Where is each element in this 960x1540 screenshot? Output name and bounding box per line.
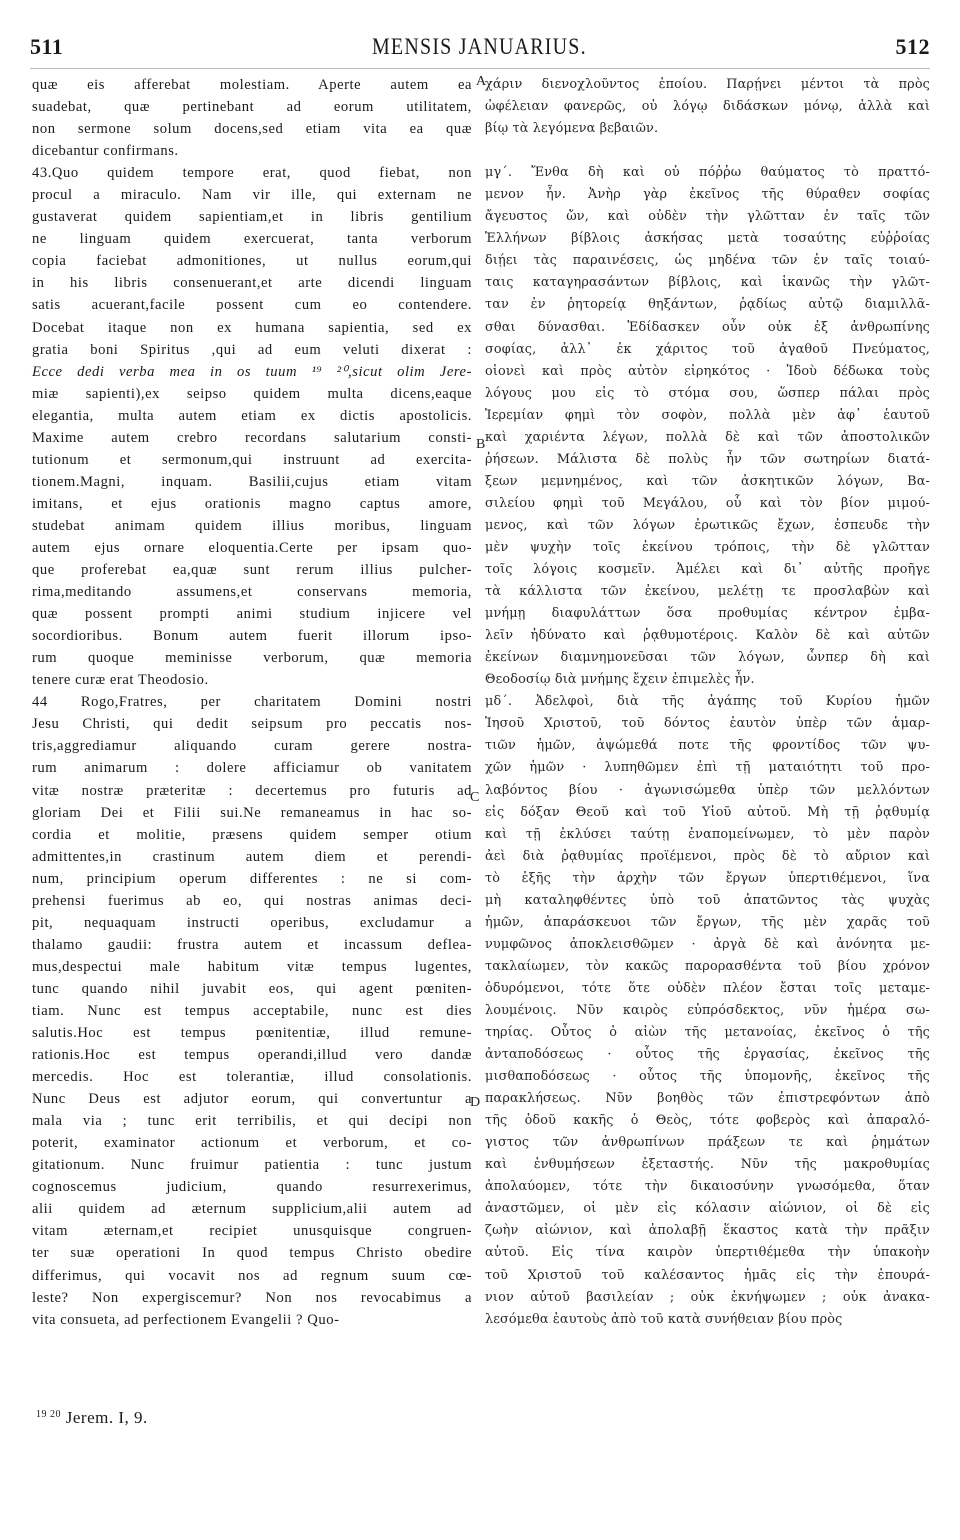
- text-line: τοῦ Χριστοῦ τοῦ καλέσαντος ἡμᾶς εἰς τὴν ἐπουρά-: [485, 1267, 930, 1283]
- text-line: miæ sapienti),ex seipso quidem multa dicens,eaque: [32, 385, 472, 402]
- text-line: Ecce dedi verba mea in os tuum ¹⁹ ²⁰,sicut olim Jere-: [32, 363, 472, 380]
- text-line: νυμφῶνος ἀποκλεισθῶμεν · ἀργὰ δὲ καὶ ἀνόνητα με-: [485, 936, 930, 952]
- text-line: autem ejus ornare eloquentia.Certe per ipsam quo-: [32, 539, 472, 556]
- text-line: mus,despectui male habitum vitæ tempus lugentes,: [32, 958, 472, 975]
- text-line: ζωὴν αἰώνιον, καὶ ἀπολαβῇ ἕκαστος κατὰ τὴν πρᾶξιν: [485, 1223, 930, 1239]
- text-line: rima,meditando assumens,et conservans memoria,: [32, 584, 472, 601]
- text-line: alii quidem ad æternum supplicium,alii autem ad: [32, 1201, 472, 1218]
- text-line: ne linguam quidem exercuerat, tanta verborum: [32, 231, 472, 248]
- text-line: procul a miraculo. Nam vir ille, qui externam ne: [32, 187, 472, 204]
- margin-marker-c: C: [470, 790, 480, 805]
- text-line: satis acuerant,facile possent cum eo contendere.: [32, 297, 472, 314]
- text-line: βίῳ τὰ λεγόμενα βεβαιῶν.: [485, 121, 659, 137]
- text-line: mala via ; tunc erit terribilis, et qui decipi non: [32, 1113, 472, 1130]
- text-line: παρακλήσεως. Νῦν βοηθὸς τῶν ἐπιστρεφόντων ἀπὸ: [485, 1091, 930, 1107]
- text-line: λεῖν ἠδύνατο καὶ ῥᾳθυμοτέροις. Καλὸν δὲ καὶ αὐτῶν: [485, 628, 930, 644]
- text-line: vitæ nostræ præteritæ : decertemus pro futuris ad: [32, 782, 472, 799]
- text-line: Nunc Deus est adjutor eorum, qui convertuntur a: [32, 1091, 472, 1108]
- margin-marker-a: A: [476, 74, 487, 89]
- text-line: διῄει τὰς παραινέσεις, ὡς μηδένα τῶν ἐν ταῖς τοιαύ-: [485, 253, 930, 269]
- text-line: tunc quando nihil juvabit eos, qui agent pœniten-: [32, 980, 472, 997]
- text-line: imitans, et ejus orationis magno captus amore,: [32, 495, 472, 512]
- text-line: ter suæ operationi In quod tempus Christo obedire: [32, 1245, 472, 1262]
- margin-marker-b: B: [476, 437, 486, 452]
- text-line: τακλαίωμεν, τὸν κακῶς παρορασθέντα τοῦ βίου χρόνον: [485, 958, 930, 974]
- text-line: καὶ τῇ ἐκλύσει ταύτῃ ἐναπομείνωμεν, τὸ μὲν παρὸν: [485, 826, 930, 842]
- text-line: leste? Non expergiscemur? Non nos revocabimus a: [32, 1289, 472, 1306]
- text-line: [485, 140, 930, 162]
- text-line: μενος, καὶ τῶν λόγων ἐρωτικῶς ἔχων, ἐσπευδε τὴν: [485, 517, 930, 533]
- text-line: suadebat, quæ pertinebant ad eorum utilitatem,: [32, 99, 472, 116]
- text-line: καὶ χαριέντα λέγων, πολλὰ δὲ καὶ τῶν ἀποστολικῶν: [485, 429, 930, 445]
- text-line: salutis.Hoc est tempus pœnitentiæ, illud remune-: [32, 1025, 472, 1042]
- text-line: αὐτοῦ. Εἰς τίνα καιρὸν ὑπερτιθέμεθα τὴν ὑπακοὴν: [485, 1245, 930, 1261]
- text-line: ὠφέλειαν φανερῶς, οὐ λόγῳ διδάσκων μόνῳ, ἀλλὰ καὶ: [485, 99, 930, 115]
- text-line: tionem.Magni, inquam. Basilii,cujus etiam vitam: [32, 473, 472, 490]
- header-rule: [30, 68, 930, 69]
- text-line: τὸ ἑξῆς τὴν ἀρχὴν τῶν ἔργων ὑπερτιθέμενοι, ἵνα: [485, 870, 930, 886]
- text-line: ἀναστῶμεν, οἱ μὲν εἰς κόλασιν αἰώνιον, οἱ δὲ εἰς: [485, 1201, 930, 1217]
- text-line: socordioribus. Bonum autem fuerit illorum ipso-: [32, 628, 472, 645]
- text-line: tenere curæ erat Theodosio.: [32, 672, 209, 689]
- running-title: MENSIS JANUARIUS.: [371, 33, 587, 60]
- text-line: vitam æternam,et recipiet unusquisque congruen-: [32, 1223, 472, 1240]
- text-line: ταις καταγηρασάντων βίβλοις, καὶ ἱκανῶς τὴν γλῶτ-: [485, 275, 930, 291]
- text-line: ἐκείνων διαμνημονεῦσαι τῶν λόγων, ὧνπερ δὴ καὶ: [485, 650, 930, 666]
- text-line: οἱονεὶ καὶ πρὸς αὐτὸν εἰρηκότος · Ἰδοὺ δέδωκα τοὺς: [485, 363, 930, 379]
- text-line: gustaverat quidem sapientiam,et in libris gentilium: [32, 209, 472, 226]
- text-line: ἀνταποδόσεως · οὗτος τῆς ἐργασίας, ἐκεῖνος τῆς: [485, 1047, 930, 1063]
- text-line: γιστος τῶν ἀνθρωπίνων πράξεων τε καὶ ῥημάτων: [485, 1135, 930, 1151]
- text-line: νιον αὐτοῦ βασιλείαν ; οὐκ ἐκνήψωμεν ; οὐκ ἀνακα-: [485, 1289, 930, 1305]
- text-line: Maxime autem crebro recordans salutarium consti-: [32, 429, 472, 446]
- text-line: gratia boni Spiritus ,qui ad eum veluti dixerat :: [32, 341, 472, 358]
- text-line: Docebat itaque non ex humana sapientia, sed ex: [32, 319, 472, 336]
- text-line: quæ possent prompti animi studium injicere vel: [32, 606, 472, 623]
- text-line: gloriam Dei et Filii sui.Ne remaneamus in hac so-: [32, 804, 472, 821]
- text-line: σοφίας, ἀλλ᾽ ἐκ χάριτος τοῦ ἀγαθοῦ Πνεύματος,: [485, 341, 930, 357]
- text-line: 44 Rogo,Fratres, per charitatem Domini nostri: [32, 694, 472, 711]
- text-line: pit, nequaquam instructi operibus, excludamur a: [32, 914, 472, 931]
- text-line: λεσόμεθα ἑαυτοὺς ἀπὸ τοῦ κατὰ συνήθειαν βίου πρὸς: [485, 1311, 843, 1327]
- text-line: in his libris consenuerant,et arte dicendi linguam: [32, 275, 472, 292]
- text-line: σθαι δύνασθαι. Ἐδίδασκεν οὖν οὐκ ἐξ ἀνθρωπίνης: [485, 319, 930, 335]
- text-line: tutionum et sermonum,qui instruunt ad exercita-: [32, 451, 472, 468]
- text-line: Ἑλλήνων βίβλοις ἀσκήσας μετὰ τοσαύτης εὐῤῥοίας: [485, 231, 930, 247]
- text-line: μενον ἦν. Ἀνὴρ γὰρ ἐκεῖνος τῆς θύραθεν σοφίας: [485, 187, 930, 203]
- text-line: σιλείου φημὶ τοῦ Μεγάλου, οὗ καὶ τὸν βίον μιμού-: [485, 495, 930, 511]
- text-line: μνήμῃ διαφυλάττων ὅσα προθυμίας κέντρον ἐμβα-: [485, 606, 930, 622]
- text-line: ἡμῶν, ἀπαράσκευοι τῶν ἔργων, τῆς μὲν χαρᾶς τοῦ: [485, 914, 930, 930]
- latin-column: [32, 74, 472, 1331]
- running-header: [30, 30, 930, 64]
- text-line: thalamo gaudii: frustra autem et incassum deflea-: [32, 936, 472, 953]
- text-line: tris,aggrediamur aliquando curam gerere nostra-: [32, 738, 472, 755]
- text-line: εἰς δόξαν Θεοῦ καὶ τοῦ Υἱοῦ αὐτοῦ. Μὴ τῇ ῥᾳθυμίᾳ: [485, 804, 930, 820]
- text-line: λόγους μου εἰς τὸ στόμα σου, ὥσπερ πάλαι πρὸς: [485, 385, 930, 401]
- text-line: differimus, qui vocavit nos ad regnum suum cœ-: [32, 1267, 472, 1284]
- text-line: num, principium operum differentes : ne si com-: [32, 870, 472, 887]
- text-line: μγ΄. Ἔνθα δὴ καὶ οὐ πόῤῥω θαύματος τὸ πραττό-: [485, 165, 930, 181]
- text-line: rum animarum : dolere afficiamur ob vanitatem: [32, 760, 472, 777]
- text-line: ῥήσεων. Μάλιστα δὲ πολὺς ἦν τῶν σωτηρίων διατά-: [485, 451, 930, 467]
- text-line: ἄγευστος ὤν, καὶ οὐδὲν τὴν γλῶτταν ἐν ταῖς τῶν: [485, 209, 930, 225]
- text-line: τηρίας. Οὗτος ὁ αἰὼν τῆς μετανοίας, ἐκεῖνος ὁ τῆς: [485, 1025, 930, 1041]
- text-line: τῆς ὁδοῦ κακῆς ὁ Θεὸς, τότε φοβερὸς καὶ ἀπαραλό-: [485, 1113, 930, 1129]
- text-line: rum quoque meminisse verborum, quæ memoria: [32, 650, 472, 667]
- margin-marker-d: D: [470, 1095, 481, 1110]
- text-line: μδ΄. Ἀδελφοὶ, διὰ τῆς ἀγάπης τοῦ Κυρίου ἡμῶν: [485, 694, 930, 710]
- text-line: λαβόντος βίου · ἀγωνισώμεθα ὑπὲρ τῶν μελλόντων: [485, 782, 930, 798]
- right-page-number: 512: [895, 34, 930, 59]
- text-line: copia faciebat admonitiones, ut nullus eorum,qui: [32, 253, 472, 270]
- text-line: μὲν ψυχὴν τοῖς ἐκείνου τρόποις, τὴν δὲ γλῶτταν: [485, 539, 930, 555]
- text-line: ξεων μεμνημένος, καὶ τῶν ἀσκητικῶν λόγων, Βα-: [485, 473, 930, 489]
- text-line: λουμένοις. Νῦν καιρὸς εὐπρόσδεκτος, νῦν ἡμέρα σω-: [485, 1002, 930, 1018]
- text-line: καὶ ἐνθυμήσεων ἐξεταστής. Νῦν τῆς μακροθυμίας: [485, 1157, 930, 1173]
- text-line: Ἱερεμίαν φημὶ τὸν σοφὸν, πολλὰ μὲν ἀφ᾽ ἑαυτοῦ: [485, 407, 930, 423]
- text-line: ἀεὶ διὰ ῥᾳθυμίας προϊέμενοι, πρὸς δὲ τὸ αὔριον καὶ: [485, 848, 930, 864]
- text-line: admittentes,in crastinum autem diem et perendi-: [32, 848, 472, 865]
- text-line: χῶν ἡμῶν · λυπηθῶμεν ἐπὶ τῇ ματαιότητι τοῦ προ-: [485, 760, 930, 776]
- text-line: que proferebat ea,quæ sunt rerum illius pulcher-: [32, 562, 472, 579]
- text-line: elegantia, multa autem etiam ex dictis apostolicis.: [32, 407, 472, 424]
- text-line: prehensi fuerimus ab eo, qui nostras animas deci-: [32, 892, 472, 909]
- text-line: gitationum. Nunc fruimur patientia : tunc justum: [32, 1157, 472, 1174]
- text-line: mercedis. Hoc est tolerantiæ, illud consolationis.: [32, 1069, 472, 1086]
- text-line: non sermone solum docens,sed etiam vita ea quæ: [32, 121, 472, 138]
- text-line: cordia et molitie, præsens quidem semper otium: [32, 826, 472, 843]
- greek-column: [485, 74, 930, 1331]
- text-line: Ἰησοῦ Χριστοῦ, τοῦ δόντος ἑαυτὸν ὑπὲρ τῶν ἁμαρ-: [485, 716, 930, 732]
- text-line: quæ eis afferebat molestiam. Aperte autem ea: [32, 77, 472, 93]
- text-line: 43.Quo quidem tempore erat, quod fiebat, non: [32, 165, 472, 182]
- text-line: ἀπολαύομεν, τότε τὴν δικαιοσύνην γνωσόμεθα, ὅταν: [485, 1179, 930, 1195]
- text-line: studebat animam quidem illius moribus, linguam: [32, 517, 472, 534]
- text-line: tiam. Nunc est tempus acceptabile, nunc est dies: [32, 1002, 472, 1019]
- text-line: Jesu Christi, qui dedit seipsum pro peccatis nos-: [32, 716, 472, 733]
- text-line: χάριν διενοχλοῦντος ἐποίου. Παρῄνει μέντοι τὰ πρὸς: [485, 77, 930, 92]
- text-line: τὰ κάλλιστα τῶν ἐκείνου, μελέτῃ τε προσλαβὼν καὶ: [485, 584, 930, 600]
- text-line: dicebantur confirmans.: [32, 143, 179, 160]
- footnote-text: Jerem. I, 9.: [65, 1408, 148, 1427]
- footnote: [36, 1408, 148, 1428]
- text-line: τοῖς λόγοις κοσμεῖν. Ἀμέλει καὶ δι᾽ αὐτῆς προῆγε: [485, 562, 930, 578]
- text-line: poterit, examinator actionum et verborum, et co-: [32, 1135, 472, 1152]
- left-page-number: 511: [30, 34, 64, 59]
- text-line: Θεοδοσίῳ διὰ μνήμης ἔχειν ἐπιμελὲς ἦν.: [485, 672, 755, 688]
- text-line: ὀδυρόμενοι, τότε ὅτε οὐδὲν πλέον ἔσται τοῖς μεταμε-: [485, 980, 930, 996]
- text-line: μισθαποδόσεως · οὗτος τῆς ὑπομονῆς, ἐκεῖνος τῆς: [485, 1069, 930, 1085]
- text-line: cognoscemus judicium, quando resurrexerimus,: [32, 1179, 472, 1196]
- footnote-marks: 19 20: [36, 1409, 61, 1420]
- text-line: vita consueta, ad perfectionem Evangelii ? Quo-: [32, 1311, 340, 1328]
- text-line: ταν ἐν ῥητορείᾳ θηξάντων, ῥᾳδίως αὐτῷ διαμιλλᾶ-: [485, 297, 930, 313]
- text-line: τιῶν ἡμῶν, ἀψώμεθά ποτε τῆς φροντίδος τῶν ψυ-: [485, 738, 930, 754]
- text-line: μὴ καταληφθέντες ὑπὸ τοῦ ἀπατῶντος τὰς ψυχὰς: [485, 892, 930, 908]
- text-line: rationis.Hoc est tempus operandi,illud vero dandæ: [32, 1047, 472, 1064]
